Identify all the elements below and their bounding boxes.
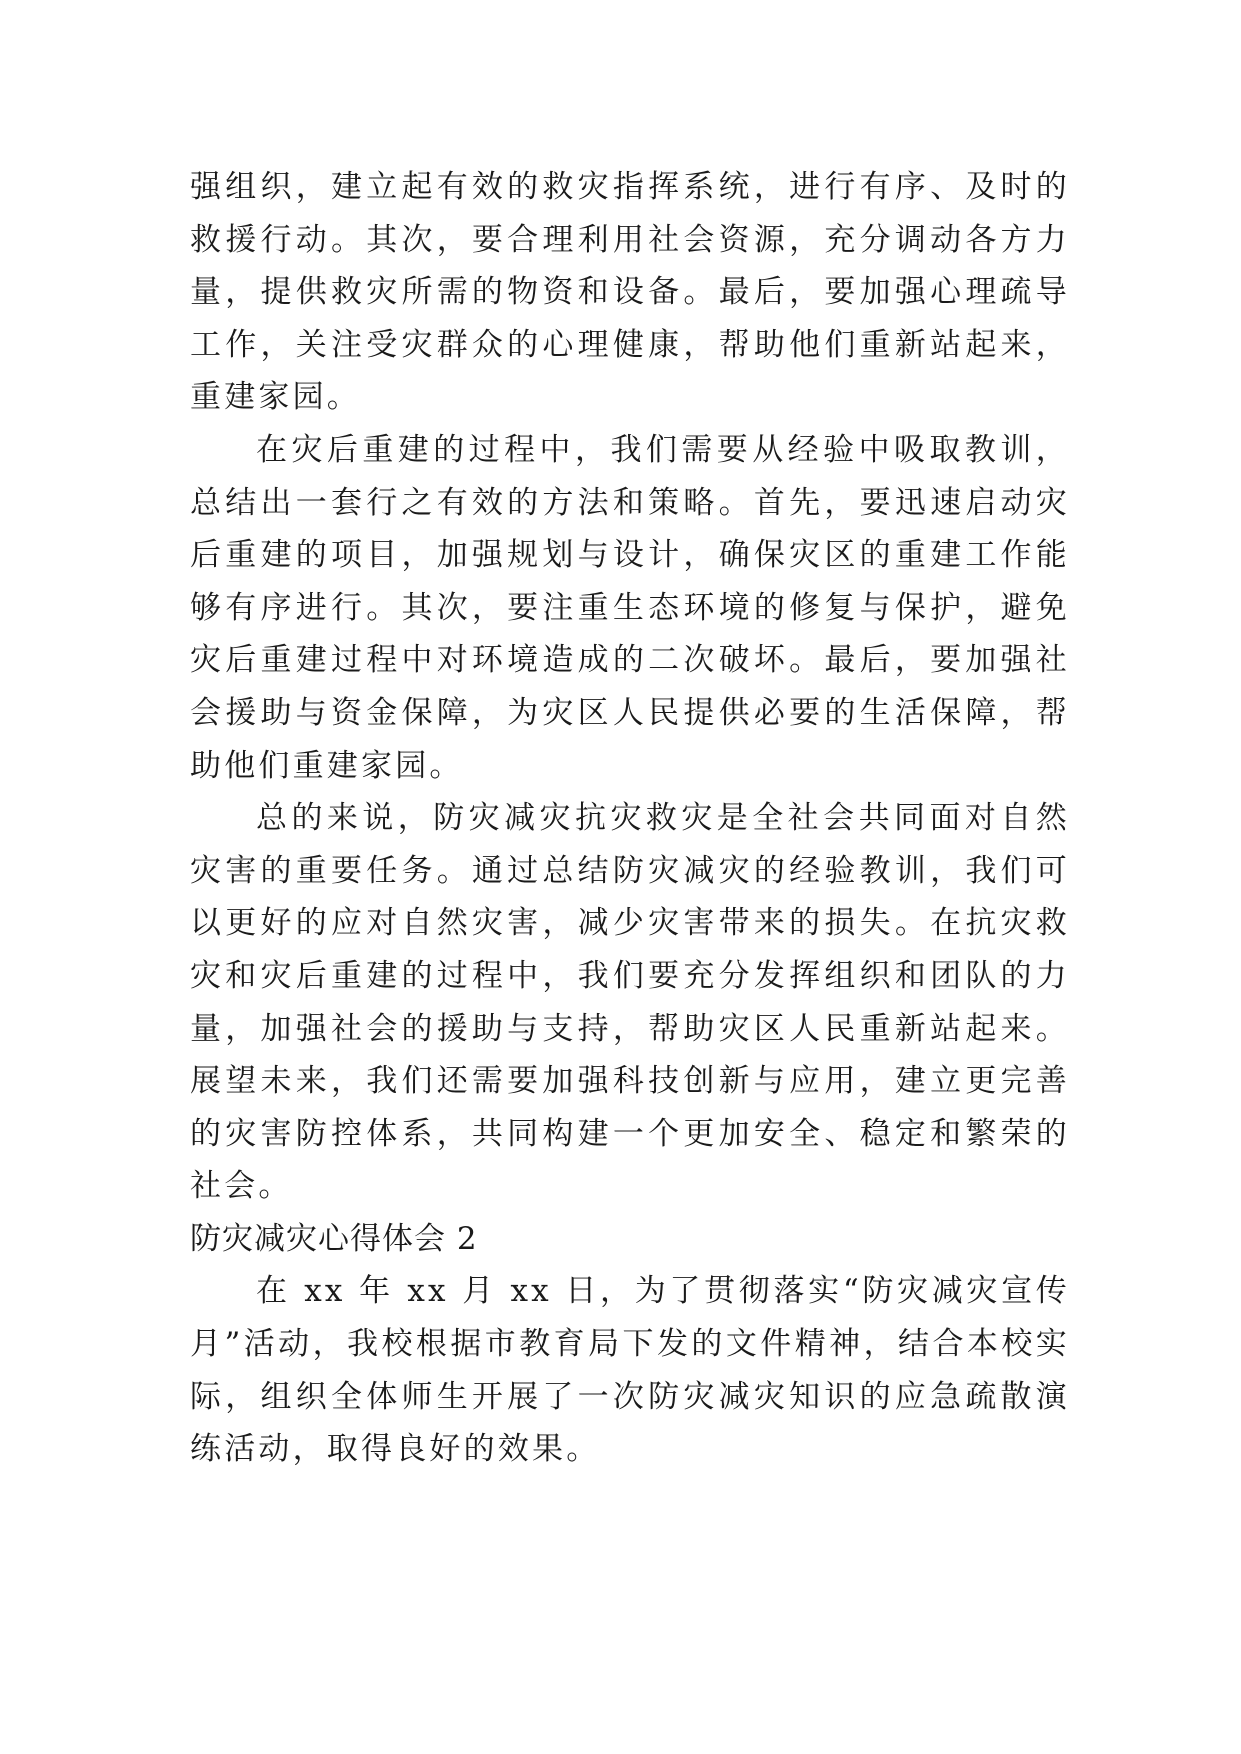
- document-body: [190, 161, 1070, 1476]
- paragraph-summary: 总的来说，防灾减灾抗灾救灾是全社会共同面对自然灾害的重要任务。通过总结防灾减灾的经验教训，我们可以更好的应对自然灾害，减少灾害带来的损失。在抗灾救灾和灾后重建的过程中，我们要充分发挥组织和团队的力量，加强社会的援助与支持，帮助灾区人民重新站起来。展望未来，我们还需要加强科技创新与应用，建立更完善的灾害防控体系，共同构建一个更加安全、稳定和繁荣的社会。: [190, 800, 1070, 1205]
- paragraph-continuation: 强组织，建立起有效的救灾指挥系统，进行有序、及时的救援行动。其次，要合理利用社会资源，充分调动各方力量，提供救灾所需的物资和设备。最后，要加强心理疏导工作，关注受灾群众的心理健康，帮助他们重新站起来，重建家园。: [190, 169, 1070, 416]
- paragraph-reconstruction: 在灾后重建的过程中，我们需要从经验中吸取教训，总结出一套行之有效的方法和策略。首先，要迅速启动灾后重建的项目，加强规划与设计，确保灾区的重建工作能够有序进行。其次，要注重生态环境的修复与保护，避免灾后重建过程中对环境造成的二次破坏。最后，要加强社会援助与资金保障，为灾区人民提供必要的生活保障，帮助他们重建家园。: [190, 431, 1070, 784]
- paragraph-section-intro: 在 xx 年 xx 月 xx 日，为了贯彻落实“防灾减灾宣传月”活动，我校根据市教育局下发的文件精神，结合本校实际，组织全体师生开展了一次防灾减灾知识的应急疏散演练活动，取得良好的效果。: [190, 1273, 1070, 1468]
- section-title: 防灾减灾心得体会 2: [190, 1220, 478, 1257]
